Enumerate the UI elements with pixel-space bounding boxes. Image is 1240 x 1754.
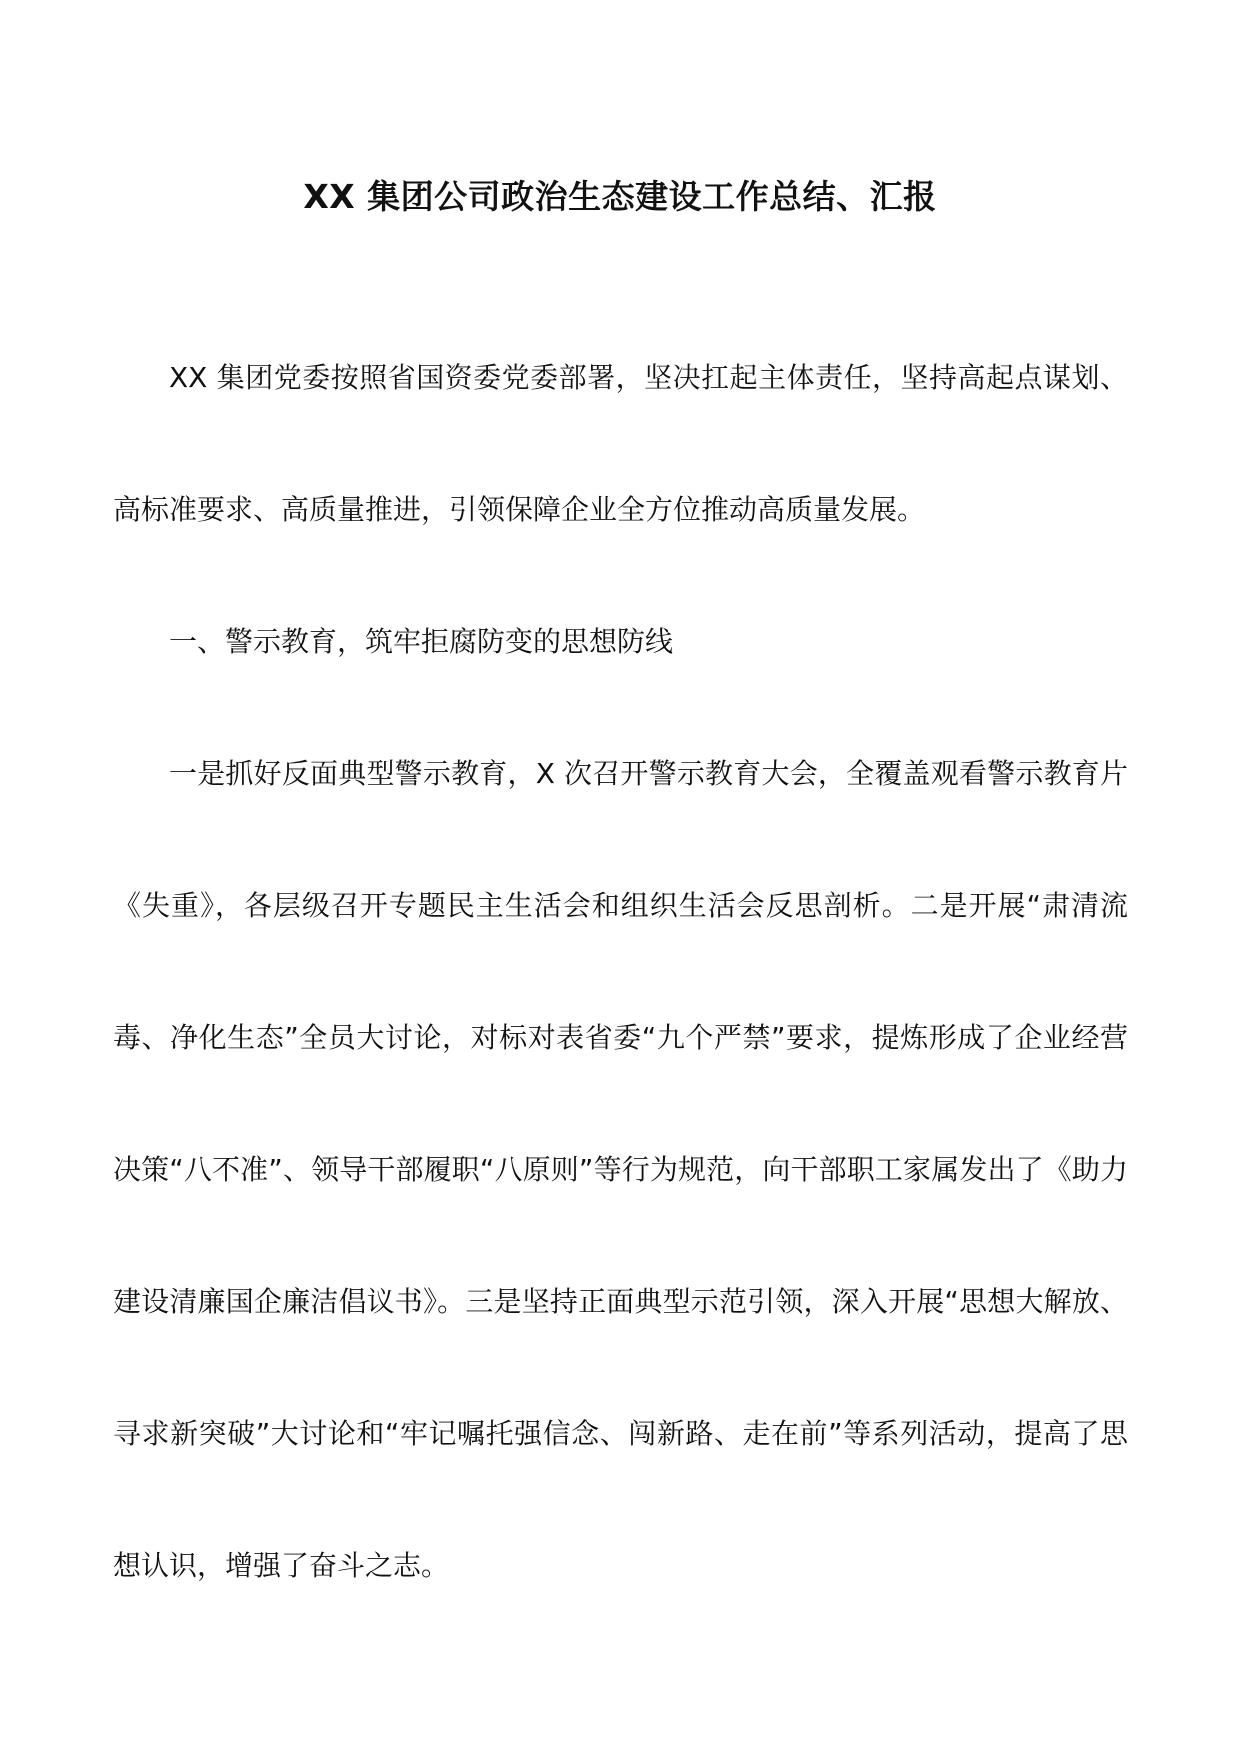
document-body [113, 312, 1128, 1632]
paragraph-body: 一是抓好反面典型警示教育，X 次召开警示教育大会，全覆盖观看警示教育片《失重》，各层级召开专题民主生活会和组织生活会反思剖析。二是开展“肃清流毒、净化生态”全员大讨论，对标对表省委“九个严禁”要求，提炼形成了企业经营决策“八不准”、领导干部履职“八原则”等行为规范，向干部职工家属发出了《助力建设清廉国企廉洁倡议书》。三是坚持正面典型示范引领，深入开展“思想大解放、寻求新突破”大讨论和“牢记嘱托强信念、闯新路、走在前”等系列活动，提高了思想认识，增强了奋斗之志。 [113, 757, 1128, 1582]
document-title: XX 集团公司政治生态建设工作总结、汇报 [303, 177, 937, 216]
section-heading: 一、警示教育，筑牢拒腐防变的思想防线 [169, 625, 674, 658]
paragraph-intro: XX 集团党委按照省国资委党委部署，坚决扛起主体责任，坚持高起点谋划、高标准要求、高质量推进，引领保障企业全方位推动高质量发展。 [113, 361, 1128, 526]
